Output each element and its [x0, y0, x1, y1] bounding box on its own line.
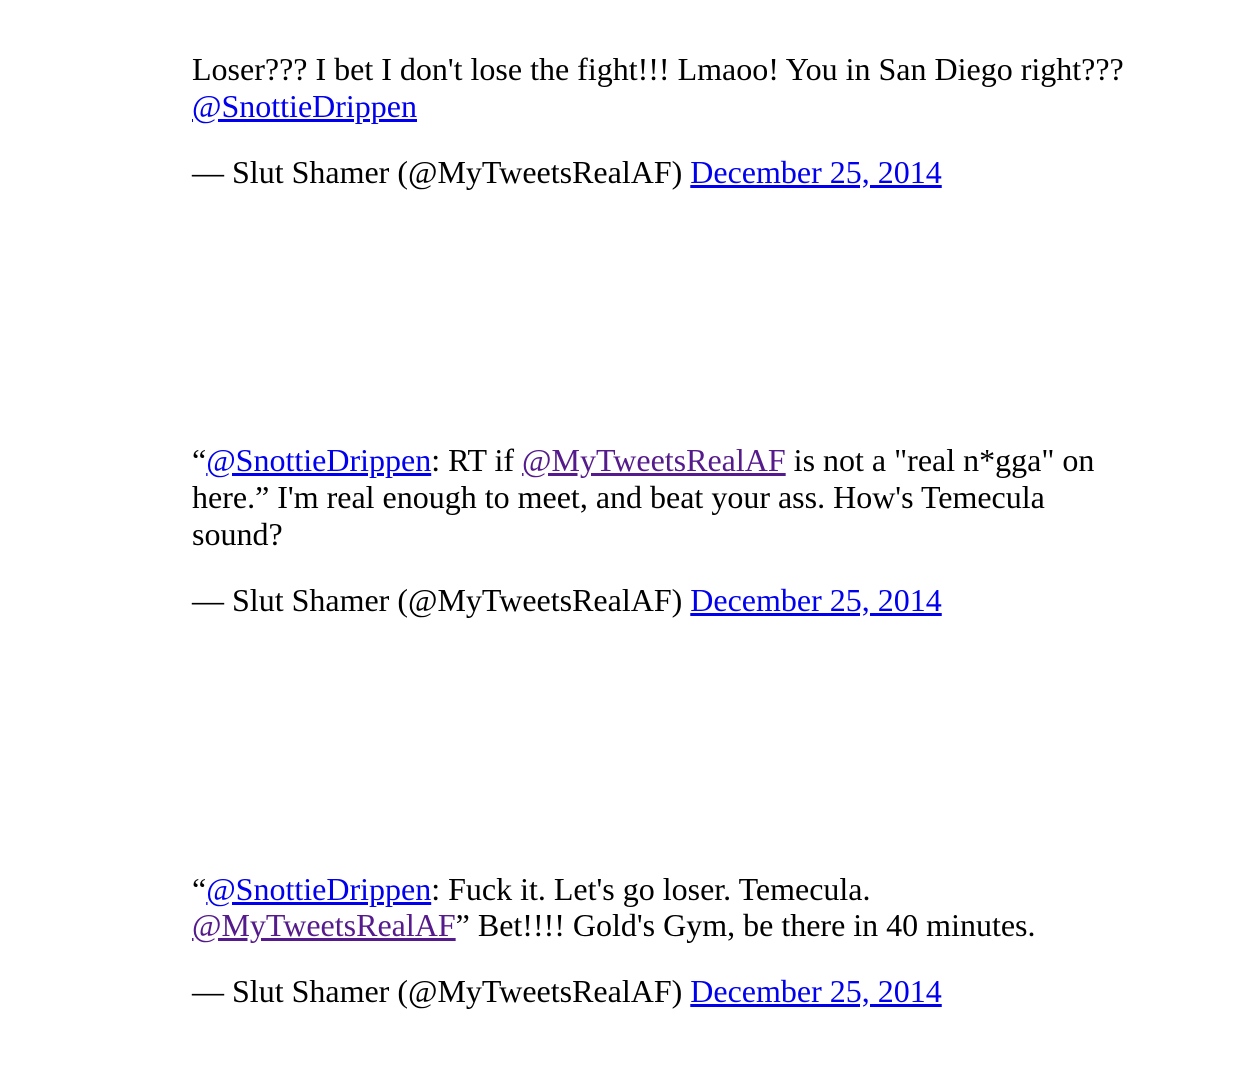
mention-link[interactable]: @SnottieDrippen — [192, 87, 417, 124]
mention-link[interactable]: @MyTweetsRealAF — [192, 907, 456, 944]
tweet-author: — Slut Shamer (@MyTweetsRealAF) — [192, 581, 691, 618]
tweet-embed — [192, 871, 1133, 1010]
tweet-text — [192, 51, 1133, 125]
tweet-text-segment: “ — [192, 442, 207, 479]
tweet-attribution — [192, 154, 1133, 191]
mention-link[interactable]: @SnottieDrippen — [206, 870, 432, 907]
tweet-text-segment: “ — [192, 870, 207, 907]
tweet-author: — Slut Shamer (@MyTweetsRealAF) — [192, 973, 691, 1010]
tweet-text-segment: is not a "real n*gga" on here.” I'm real enough to meet, and beat your ass. How's Temecula sound? — [192, 442, 1095, 552]
tweet-text-segment: : Fuck it. Let's go loser. Temecula. — [431, 870, 871, 907]
mention-link[interactable]: @SnottieDrippen — [206, 442, 432, 479]
tweet-embed — [192, 442, 1133, 618]
tweet-date-link[interactable]: December 25, 2014 — [690, 581, 942, 618]
tweet-text-segment: Loser??? I bet I don't lose the fight!!! Lmaoo! You in San Diego right??? — [192, 51, 1124, 87]
tweet-list — [192, 51, 1254, 1010]
tweet-date-link[interactable]: December 25, 2014 — [690, 153, 942, 190]
tweet-text-segment: : RT if — [431, 442, 523, 479]
tweet-text — [192, 442, 1133, 552]
tweet-embed — [192, 51, 1133, 190]
tweet-text-segment: ” Bet!!!! Gold's Gym, be there in 40 minutes. — [455, 907, 1036, 944]
tweet-text — [192, 871, 1133, 945]
mention-link[interactable]: @MyTweetsRealAF — [522, 442, 786, 479]
tweet-author: — Slut Shamer (@MyTweetsRealAF) — [192, 153, 691, 190]
tweet-date-link[interactable]: December 25, 2014 — [690, 973, 942, 1010]
tweet-attribution — [192, 582, 1133, 619]
tweet-attribution — [192, 973, 1133, 1010]
